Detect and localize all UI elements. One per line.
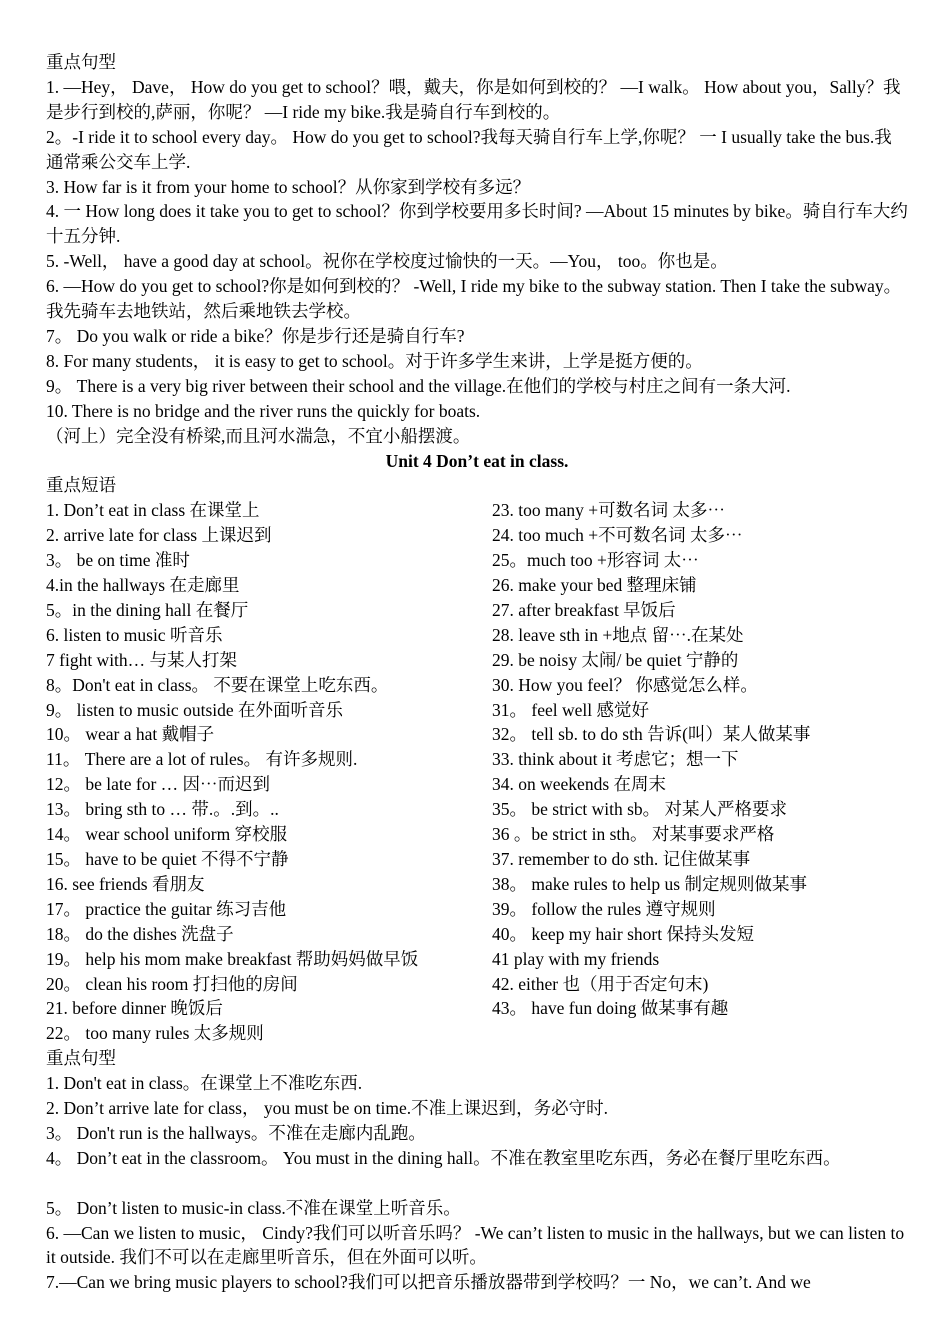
phrase-item: 17。 practice the guitar 练习吉他	[46, 898, 287, 919]
section-heading-key-sentences-2: 重点句型	[46, 1048, 116, 1069]
phrase-item: 27. after breakfast 早饭后	[492, 599, 676, 620]
phrase-item: 19。 help his mom make breakfast 帮助妈妈做早饭	[46, 948, 419, 969]
phrase-item: 40。 keep my hair short 保持头发短	[492, 923, 754, 944]
phrase-item: 43。 have fun doing 做某事有趣	[492, 998, 729, 1019]
phrase-item: 1. Don’t eat in class 在课堂上	[46, 500, 260, 521]
sentence-line: 1. —Hey， Dave， How do you get to school？喂，戴夫，你是如何到校的？ —I walk。 How about you，Sally？我是步行到校的,萨丽，你呢？ —I ride my bike.我是骑自行车到校的。	[46, 76, 901, 122]
sentence-line: （河上）完全没有桥梁,而且河水湍急，不宜小船摆渡。	[46, 425, 471, 446]
phrase-item: 39。 follow the rules 遵守规则	[492, 898, 716, 919]
phrases-right-column	[492, 498, 908, 1046]
phrase-item: 20。 clean his room 打扫他的房间	[46, 973, 298, 994]
phrase-item: 38。 make rules to help us 制定规则做某事	[492, 873, 807, 894]
phrase-item: 5。in the dining hall 在餐厅	[46, 599, 249, 620]
phrase-item: 33. think about it 考虑它；想一下	[492, 749, 739, 770]
phrase-item: 41 play with my friends	[492, 948, 660, 969]
phrase-item: 11。 There are a lot of rules。 有许多规则.	[46, 749, 358, 770]
phrase-item: 36 。be strict in sth。 对某事要求严格	[492, 824, 775, 845]
sentence-line: 9。 There is a very big river between their school and the village.在他们的学校与村庄之间有一条大河.	[46, 375, 791, 396]
document-content	[46, 50, 908, 1295]
phrase-item: 25。much too +形容词 太⋯	[492, 550, 699, 571]
phrase-item: 2. arrive late for class 上课迟到	[46, 525, 272, 546]
phrase-item: 28. leave sth in +地点 留⋯.在某处	[492, 624, 744, 645]
sentence-line: 7.—Can we bring music players to school?我们可以把音乐播放器带到学校吗？一 No，we can’t. And we	[46, 1272, 811, 1293]
phrase-item: 3。 be on time 准时	[46, 550, 190, 571]
sentence-line: 5。 Don’t listen to music-in class.不准在课堂上听音乐。	[46, 1197, 461, 1218]
phrase-item: 4.in the hallways 在走廊里	[46, 575, 240, 596]
phrase-item: 16. see friends 看朋友	[46, 873, 205, 894]
sentence-line: 10. There is no bridge and the river runs the quickly for boats.	[46, 400, 481, 421]
phrase-item: 12。 be late for … 因⋯而迟到	[46, 774, 271, 795]
sentence-line: 7。 Do you walk or ride a bike？你是步行还是骑自行车?	[46, 325, 465, 346]
sentence-line: 5. -Well， have a good day at school。祝你在学校度过愉快的一天。—You， too。你也是。	[46, 251, 728, 272]
phrase-item: 35。 be strict with sb。 对某人严格要求	[492, 799, 788, 820]
phrase-item: 32。 tell sb. to do sth 告诉(叫）某人做某事	[492, 724, 811, 745]
key-sentences-list	[46, 75, 908, 449]
blank-line	[46, 1171, 908, 1196]
phrase-item: 13。 bring sth to … 带.。.到。..	[46, 799, 279, 820]
phrase-item: 22。 too many rules 太多规则	[46, 1023, 264, 1044]
phrase-item: 23. too many +可数名词 太多⋯	[492, 500, 725, 521]
sentence-line: 6. —How do you get to school?你是如何到校的？ -Well, I ride my bike to the subway station. Then I take the subway。我先骑车去地铁站，然后乘地铁去学校。	[46, 276, 902, 322]
phrase-item: 15。 have to be quiet 不得不宁静	[46, 849, 289, 869]
sentence-line: 4。 Don’t eat in the classroom。 You must in the dining hall。不准在教室里吃东西，务必在餐厅里吃东西。	[46, 1147, 841, 1168]
sentence-line: 2. Don’t arrive late for class， you must be on time.不准上课迟到，务必守时.	[46, 1098, 609, 1119]
sentence-line: 2。-I ride it to school every day。 How do you get to school?我每天骑自行车上学,你呢？ 一 I usually take the bus.我通常乘公交车上学.	[46, 126, 892, 172]
phrase-item: 26. make your bed 整理床铺	[492, 575, 697, 596]
phrase-item: 24. too much +不可数名词 太多⋯	[492, 525, 743, 546]
section-heading-key-phrases: 重点短语	[46, 475, 116, 496]
sentence-line: 6. —Can we listen to music， Cindy?我们可以听音乐吗？ -We can’t listen to music in the hallways, but we can listen to it outside. 我们不可以在走廊里听音乐，但在外面可以听。	[46, 1222, 905, 1268]
phrase-item: 30. How you feel？ 你感觉怎么样。	[492, 674, 758, 695]
phrase-item: 7 fight with… 与某人打架	[46, 649, 238, 670]
phrases-left-column	[46, 498, 492, 1046]
phrase-item: 31。 feel well 感觉好	[492, 699, 649, 720]
phrase-item: 10。 wear a hat 戴帽子	[46, 724, 215, 745]
phrase-item: 6. listen to music 听音乐	[46, 624, 223, 645]
sentence-line: 3。 Don't run is the hallways。不准在走廊内乱跑。	[46, 1122, 426, 1143]
sentence-line: 1. Don't eat in class。在课堂上不准吃东西.	[46, 1073, 363, 1094]
phrase-item: 42. either 也（用于否定句末)	[492, 973, 709, 994]
phrase-item: 34. on weekends 在周末	[492, 774, 667, 795]
phrase-item: 37. remember to do sth. 记住做某事	[492, 849, 751, 869]
phrases-columns	[46, 498, 908, 1046]
phrase-item: 8。Don't eat in class。 不要在课堂上吃东西。	[46, 674, 389, 695]
phrase-item: 21. before dinner 晚饭后	[46, 998, 223, 1019]
sentence-line: 3. How far is it from your home to school？从你家到学校有多远？	[46, 176, 531, 197]
phrase-item: 29. be noisy 太闹/ be quiet 宁静的	[492, 649, 739, 670]
unit-title: Unit 4 Don’t eat in class.	[385, 450, 569, 471]
key-sentences-list-2	[46, 1071, 908, 1295]
sentence-line: 8. For many students， it is easy to get to school。对于许多学生来讲，上学是挺方便的。	[46, 350, 703, 371]
phrase-item: 18。 do the dishes 洗盘子	[46, 923, 234, 944]
phrase-item: 9。 listen to music outside 在外面听音乐	[46, 699, 344, 720]
section-heading-key-sentences: 重点句型	[46, 52, 116, 72]
sentence-line: 4. 一 How long does it take you to get to school？你到学校要用多长时间? —About 15 minutes by bike。骑自行车大约十五分钟.	[46, 201, 908, 247]
phrase-item: 14。 wear school uniform 穿校服	[46, 824, 288, 845]
